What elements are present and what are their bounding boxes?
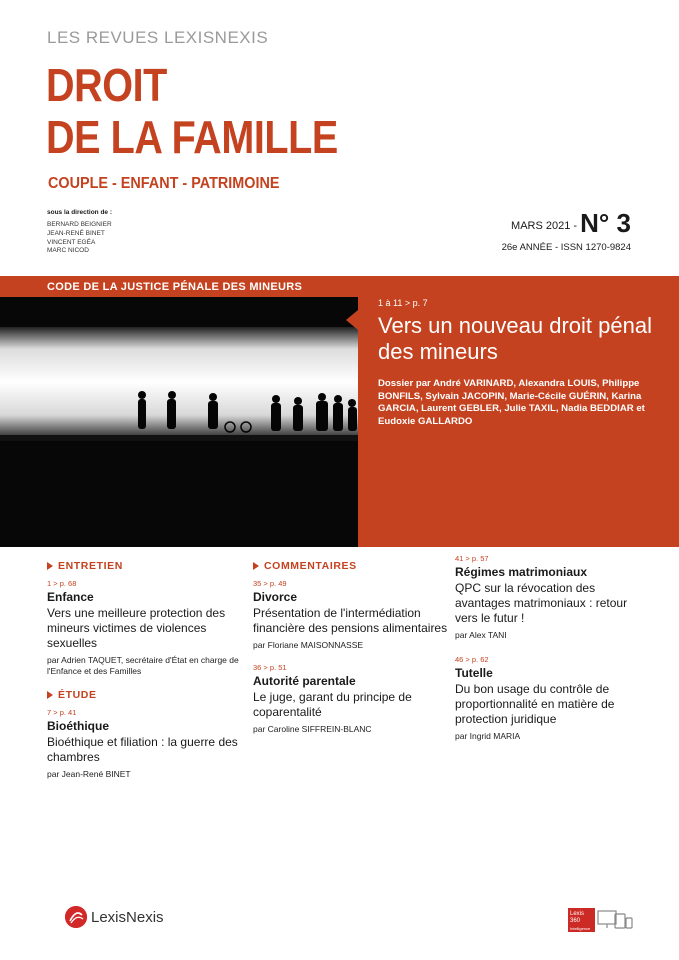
badge-text: Intelligence <box>570 926 591 931</box>
article-title: QPC sur la révocation des avantages matrimoniaux : retour vers le futur ! <box>455 581 628 625</box>
article-item[interactable] <box>47 708 242 780</box>
article-author: par Floriane MAISONNASSE <box>253 640 364 650</box>
direction-label: sous la direction de : <box>47 209 113 216</box>
article-heading: Enfance <box>47 590 94 604</box>
badge-text: 360 <box>570 918 581 924</box>
issue-date: MARS 2021 - <box>511 220 578 232</box>
issue-number: N° 3 <box>580 208 631 238</box>
article-ref: 7 > p. 41 <box>47 708 77 717</box>
column-commentaires <box>253 560 448 735</box>
article-ref: 35 > p. 49 <box>253 579 287 588</box>
article-item[interactable] <box>253 663 448 735</box>
lexisnexis-logo-icon <box>65 906 87 928</box>
feature-ref: 1 à 11 > p. 7 <box>378 298 428 308</box>
photo-notch <box>346 310 358 330</box>
article-heading: Régimes matrimoniaux <box>455 565 588 579</box>
issue-info <box>502 208 631 253</box>
article-author: par Adrien TAQUET, secrétaire d'État en charge de l'Enfance et des Familles <box>47 655 239 676</box>
desktop-icon <box>598 911 616 928</box>
article-title: Présentation de l'intermédiation financière des pensions alimentaires <box>253 606 448 635</box>
section-heading-etude: ÉTUDE <box>47 689 242 701</box>
section-triangle-icon <box>47 691 53 699</box>
article-ref: 36 > p. 51 <box>253 663 287 672</box>
article-title: Vers une meilleure protection des mineurs victimes de violences sexuelles <box>47 606 226 650</box>
article-author: par Alex TANI <box>455 630 507 640</box>
article-heading: Tutelle <box>455 666 493 680</box>
director-name: JEAN-RENÉ BINET <box>47 229 105 237</box>
article-author: par Jean-René BINET <box>47 769 131 779</box>
director-name: BERNARD BEIGNIER <box>47 221 112 228</box>
article-title: Le juge, garant du principe de coparentalité <box>253 690 412 719</box>
article-title: Bioéthique et filiation : la guerre des chambres <box>47 735 238 764</box>
feature-photo <box>0 297 358 547</box>
phone-icon <box>626 918 632 928</box>
section-heading-entretien: ENTRETIEN <box>47 560 242 572</box>
devices-icons <box>597 909 633 936</box>
section-triangle-icon <box>253 562 259 570</box>
article-author: par Caroline SIFFREIN-BLANC <box>253 724 372 734</box>
feature-title[interactable]: Vers un nouveau droit pénal des mineurs <box>378 313 652 364</box>
series-name: LES REVUES LEXISNEXIS <box>47 28 269 47</box>
director-name: MARC NICOD <box>47 247 89 255</box>
article-ref: 1 > p. 68 <box>47 579 77 588</box>
article-item[interactable] <box>47 579 242 677</box>
article-item[interactable] <box>455 554 650 641</box>
article-item[interactable] <box>455 655 650 742</box>
journal-title-line2: DE LA FAMILLE <box>46 111 338 163</box>
feature-section-label: CODE DE LA JUSTICE PÉNALE DES MINEURS <box>47 281 303 293</box>
article-heading: Divorce <box>253 590 298 604</box>
issue-subline: 26e ANNÉE - ISSN 1270-9824 <box>501 242 631 253</box>
article-ref: 46 > p. 62 <box>455 655 489 664</box>
director-name: VINCENT EGÉA <box>47 238 96 246</box>
journal-title-line1: DROIT <box>46 59 167 111</box>
lexisnexis-logo[interactable] <box>65 906 164 928</box>
journal-subtitle: COUPLE - ENFANT - PATRIMOINE <box>48 175 280 192</box>
section-heading-commentaires: COMMENTAIRES <box>253 560 448 572</box>
article-heading: Bioéthique <box>47 719 109 733</box>
column-three <box>455 554 650 742</box>
article-ref: 41 > p. 57 <box>455 554 489 563</box>
logo-text: LexisNexis <box>91 908 164 926</box>
section-triangle-icon <box>47 562 53 570</box>
article-item[interactable] <box>253 579 448 651</box>
article-author: par Ingrid MARIA <box>455 731 521 741</box>
lexis360-badge[interactable] <box>568 908 595 932</box>
article-title: Du bon usage du contrôle de proportionnalité en matière de protection juridique <box>455 682 615 726</box>
directors-list <box>47 221 112 256</box>
feature-authors: Dossier par André VARINARD, Alexandra LOUIS, Philippe BONFILS, Sylvain JACOPIN, Marie-Cécile GUÉRIN, Karina GARCIA, Laurent GEBLER, Julie TAXIL, Nadia BEDDIAR et Eudoxie GALLARDO <box>378 378 645 427</box>
badge-text: Lexis <box>570 911 585 917</box>
article-heading: Autorité parentale <box>253 674 356 688</box>
column-entretien-etude <box>47 560 242 780</box>
